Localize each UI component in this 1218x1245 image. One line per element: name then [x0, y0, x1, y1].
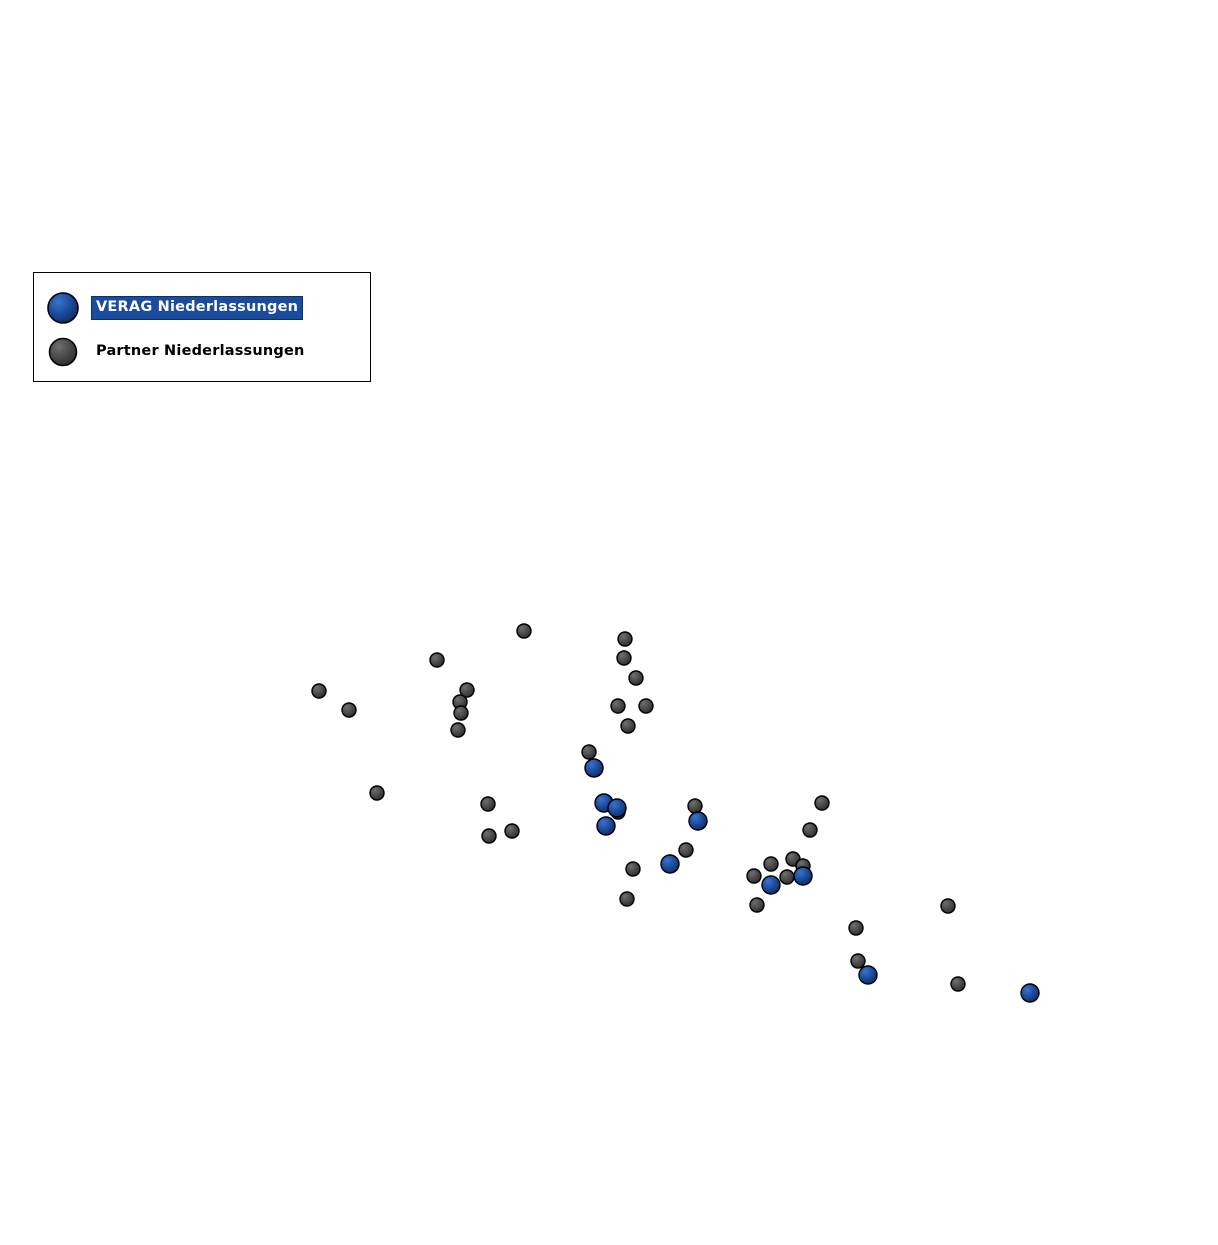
partner-location-marker[interactable]: [629, 671, 643, 685]
partner-location-marker[interactable]: [505, 824, 519, 838]
map-legend: [33, 272, 371, 382]
partner-location-marker[interactable]: [780, 870, 794, 884]
partner-location-marker[interactable]: [851, 954, 865, 968]
verag-location-marker[interactable]: [859, 966, 877, 984]
verag-location-marker[interactable]: [608, 799, 626, 817]
legend-item-verag[interactable]: [34, 286, 370, 330]
legend-label-partner: Partner Niederlassungen: [96, 343, 305, 360]
partner-location-marker[interactable]: [941, 899, 955, 913]
partner-location-marker[interactable]: [617, 651, 631, 665]
legend-item-partner[interactable]: [34, 330, 370, 374]
verag-location-marker[interactable]: [661, 855, 679, 873]
partner-location-marker[interactable]: [688, 799, 702, 813]
partner-location-marker[interactable]: [620, 892, 634, 906]
partner-location-marker[interactable]: [454, 706, 468, 720]
partner-location-marker[interactable]: [451, 723, 465, 737]
partner-location-marker[interactable]: [582, 745, 596, 759]
partner-location-marker[interactable]: [750, 898, 764, 912]
partner-location-marker[interactable]: [849, 921, 863, 935]
legend-label-verag: VERAG Niederlassungen: [92, 297, 302, 319]
partner-location-marker[interactable]: [482, 829, 496, 843]
partner-location-marker[interactable]: [626, 862, 640, 876]
verag-location-marker[interactable]: [597, 817, 615, 835]
partner-location-marker[interactable]: [815, 796, 829, 810]
partner-marker-icon: [46, 335, 80, 369]
verag-location-marker[interactable]: [689, 812, 707, 830]
partner-location-marker[interactable]: [803, 823, 817, 837]
partner-location-marker[interactable]: [312, 684, 326, 698]
verag-location-marker[interactable]: [1021, 984, 1039, 1002]
partner-location-marker[interactable]: [618, 632, 632, 646]
partner-location-marker[interactable]: [621, 719, 635, 733]
partner-location-marker[interactable]: [370, 786, 384, 800]
partner-location-marker[interactable]: [517, 624, 531, 638]
partner-location-marker[interactable]: [481, 797, 495, 811]
verag-location-marker[interactable]: [762, 876, 780, 894]
partner-location-marker[interactable]: [639, 699, 653, 713]
partner-location-marker[interactable]: [611, 699, 625, 713]
partner-location-marker[interactable]: [951, 977, 965, 991]
verag-location-marker[interactable]: [794, 867, 812, 885]
partner-location-marker[interactable]: [747, 869, 761, 883]
partner-location-marker[interactable]: [342, 703, 356, 717]
verag-marker-icon: [46, 291, 80, 325]
partner-location-marker[interactable]: [764, 857, 778, 871]
verag-location-marker[interactable]: [585, 759, 603, 777]
partner-location-marker[interactable]: [679, 843, 693, 857]
partner-location-marker[interactable]: [430, 653, 444, 667]
